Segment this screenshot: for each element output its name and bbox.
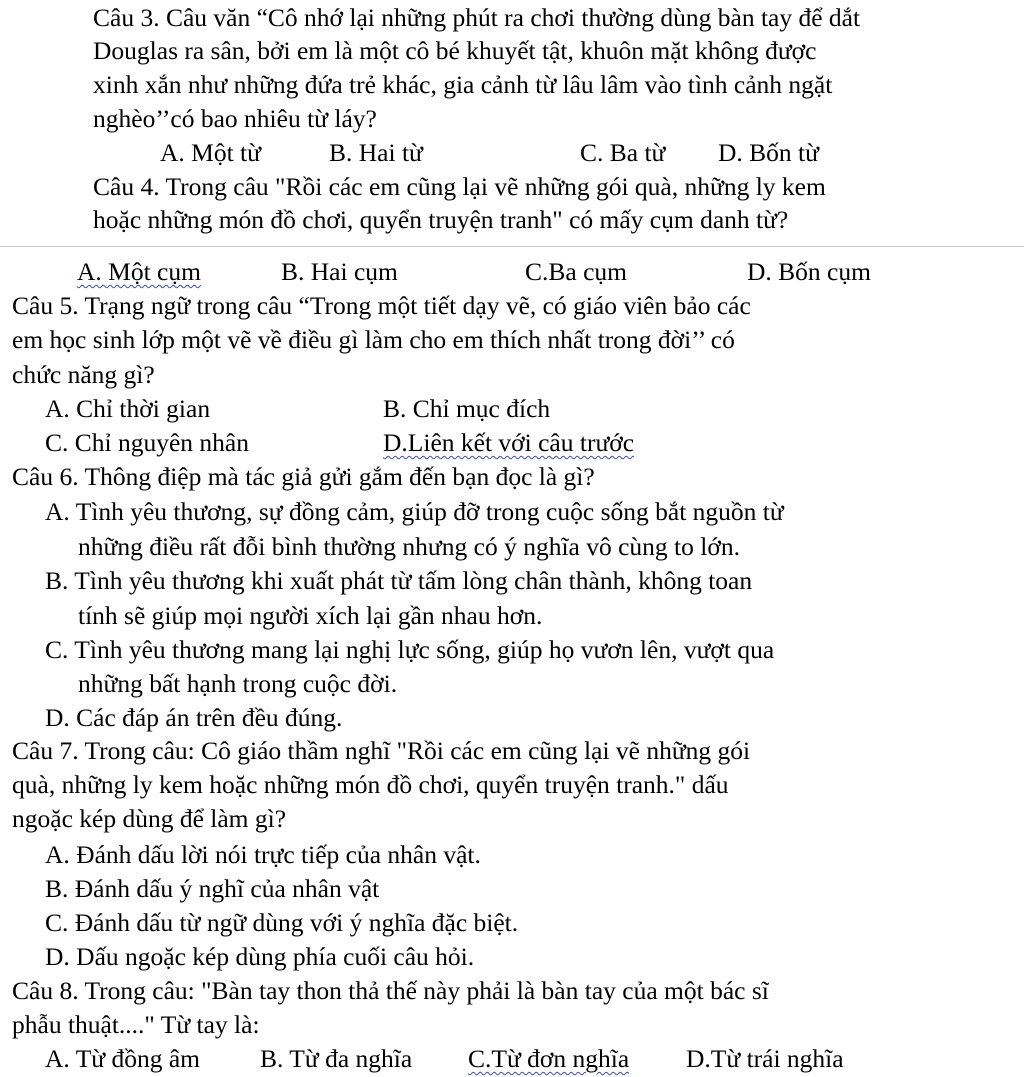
q5-line-3: chức năng gì? bbox=[12, 360, 155, 389]
q7-line-2: quà, những ly kem hoặc những món đồ chơi, quyển truyện tranh." dấu bbox=[12, 770, 729, 799]
q6-option-a-line-2: những điều rất đỗi bình thường nhưng có ý nghĩa vô cùng to lớn. bbox=[78, 532, 740, 561]
q6-line-1: Câu 6. Thông điệp mà tác giả gửi gắm đến bạn đọc là gì? bbox=[12, 462, 595, 491]
page-divider bbox=[0, 246, 1024, 247]
q5-option-d: D.Liên kết với câu trước bbox=[383, 428, 635, 457]
q4-line-1: Câu 4. Trong câu "Rồi các em cũng lại vẽ những gói quà, những ly kem bbox=[93, 172, 826, 201]
q7-option-c: C. Đánh dấu từ ngữ dùng với ý nghĩa đặc biệt. bbox=[45, 908, 519, 937]
q7-option-d: D. Dấu ngoặc kép dùng phía cuối câu hỏi. bbox=[45, 942, 475, 971]
q4-option-a: A. Một cụm bbox=[77, 257, 201, 286]
q6-option-b-line-1: B. Tình yêu thương khi xuất phát từ tấm lòng chân thành, không toan bbox=[45, 566, 753, 595]
q5-line-1: Câu 5. Trạng ngữ trong câu “Trong một tiết dạy vẽ, có giáo viên bảo các bbox=[12, 291, 751, 320]
q3-line-3: xinh xắn như những đứa trẻ khác, gia cảnh từ lâu lâm vào tình cảnh ngặt bbox=[93, 70, 833, 99]
q3-option-c: C. Ba từ bbox=[580, 138, 666, 167]
q7-line-1: Câu 7. Trong câu: Cô giáo thầm nghĩ "Rồi các em cũng lại vẽ những gói bbox=[12, 736, 751, 765]
q5-option-a: A. Chỉ thời gian bbox=[45, 394, 211, 423]
q6-option-c-line-2: những bất hạnh trong cuộc đời. bbox=[78, 669, 398, 698]
q8-option-a: A. Từ đồng âm bbox=[45, 1044, 201, 1073]
q3-option-d: D. Bốn từ bbox=[718, 138, 819, 167]
q7-option-a: A. Đánh dấu lời nói trực tiếp của nhân vật. bbox=[45, 840, 481, 869]
q3-option-a: A. Một từ bbox=[160, 138, 261, 167]
q5-line-2: em học sinh lớp một vẽ về điều gì làm cho em thích nhất trong đời’’ có bbox=[12, 325, 735, 354]
q8-option-b: B. Từ đa nghĩa bbox=[260, 1044, 413, 1073]
q4-option-c: C.Ba cụm bbox=[525, 257, 627, 286]
q3-option-b: B. Hai từ bbox=[329, 138, 423, 167]
q5-option-b: B. Chỉ mục đích bbox=[383, 394, 551, 423]
q7-line-3: ngoặc kép dùng để làm gì? bbox=[12, 804, 287, 833]
q6-option-c-line-1: C. Tình yêu thương mang lại nghị lực sống, giúp họ vươn lên, vượt qua bbox=[45, 635, 775, 664]
q8-line-1: Câu 8. Trong câu: "Bàn tay thon thả thế này phải là bàn tay của một bác sĩ bbox=[12, 976, 769, 1005]
q6-option-d: D. Các đáp án trên đều đúng. bbox=[45, 703, 343, 732]
q3-line-1: Câu 3. Câu văn “Cô nhớ lại những phút ra chơi thường dùng bàn tay để dắt bbox=[93, 3, 861, 32]
q8-option-c: C.Từ đơn nghĩa bbox=[468, 1044, 630, 1073]
q4-option-d: D. Bốn cụm bbox=[747, 257, 871, 286]
q3-line-2: Douglas ra sân, bởi em là một cô bé khuyết tật, khuôn mặt không được bbox=[93, 36, 817, 65]
q4-line-2: hoặc những món đồ chơi, quyển truyện tranh" có mấy cụm danh từ? bbox=[93, 205, 789, 234]
q8-option-d: D.Từ trái nghĩa bbox=[686, 1044, 844, 1073]
q5-option-c: C. Chỉ nguyên nhân bbox=[45, 428, 249, 457]
q6-option-b-line-2: tính sẽ giúp mọi người xích lại gần nhau hơn. bbox=[78, 601, 543, 630]
q3-line-4: nghèo’’có bao nhiêu từ láy? bbox=[93, 104, 377, 133]
q6-option-a-line-1: A. Tình yêu thương, sự đồng cảm, giúp đỡ trong cuộc sống bắt nguồn từ bbox=[45, 497, 784, 526]
q7-option-b: B. Đánh dấu ý nghĩ của nhân vật bbox=[45, 874, 380, 903]
q8-line-2: phẫu thuật...." Từ tay là: bbox=[12, 1010, 260, 1039]
q4-option-b: B. Hai cụm bbox=[281, 257, 398, 286]
